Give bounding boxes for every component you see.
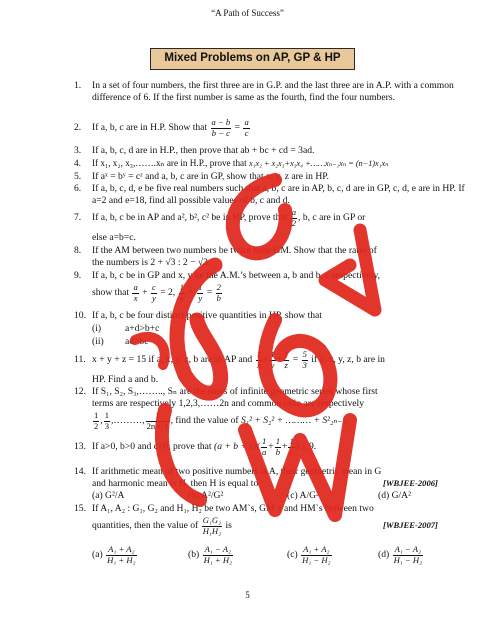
fraction: $\frac{1}{z}$ bbox=[284, 349, 289, 370]
exam-tag: [WBJEE-2006] bbox=[383, 478, 438, 488]
question-text: If a, b, c be four distinct positive quantities in HP, show that bbox=[92, 310, 322, 321]
question-6 bbox=[74, 183, 467, 206]
fraction: $\frac{a - b}{b - c}$ bbox=[211, 117, 231, 138]
fraction: $\frac{\text{A₁ + A₂}}{\text{H₁ + H₂}}$ bbox=[107, 544, 136, 565]
exam-tag: [WBJEE-2007] bbox=[383, 520, 438, 530]
question-text: , b, c are in GP or bbox=[298, 212, 366, 224]
question-number: 13. bbox=[74, 441, 86, 452]
option-d: (d) G/A² bbox=[378, 490, 411, 501]
option-a: (a) G²/A bbox=[92, 490, 125, 501]
fraction: $\frac{\text{G₁G₂}}{\text{H₁H₂}}$ bbox=[202, 515, 222, 536]
question-12-ratios: $\frac{1}{2}$ , $\frac{1}{3}$ ,………, $\frac{1}{2n + 1}$ , find the value of S₁² + S₂² + ……… + S²₂ₙ₋₁. bbox=[94, 410, 349, 431]
question-number: 14. bbox=[74, 466, 86, 477]
equals-sign: = bbox=[204, 287, 215, 299]
question-7-continuation: else a=b=c. bbox=[92, 232, 136, 243]
fraction: $\frac{1}{2}$ bbox=[94, 410, 99, 431]
question-text: If a>0, b>0 and c>0, prove that bbox=[92, 441, 212, 453]
sub-question-label: (ii) bbox=[92, 336, 104, 347]
question-number: 2. bbox=[74, 122, 82, 133]
question-number: 15. bbox=[74, 503, 86, 514]
question-11-continuation: HP. Find a and b. bbox=[92, 374, 159, 385]
option-a: (a) $\frac{\text{A₁ + A₂}}{\text{H₁ + H₂}}$ bbox=[92, 544, 136, 565]
question-number: 1. bbox=[74, 80, 82, 91]
fraction: $\frac{\text{A₁ − A₂}}{\text{H₁ − H₂}}$ bbox=[393, 544, 423, 565]
question-8 bbox=[74, 245, 467, 257]
math-expression: (a + b + c)( bbox=[214, 441, 260, 453]
fraction: $\frac{1}{c}$ bbox=[289, 436, 294, 457]
fraction: $\frac{a}{c}$ bbox=[244, 117, 249, 138]
question-11: 11. x + y + z = 15 if a, x, y, z, b are in AP and $\frac{1}{x}$ + $\frac{1}{y}$ + $\frac{1}{z}$ = $\frac{5}{3}$ if a, x, y, z, b are in bbox=[74, 349, 385, 370]
question-text: If arithmetic mean of two positive numbers is A, their geometric mean in G bbox=[92, 466, 382, 477]
question-9-continuation bbox=[92, 283, 223, 303]
question-number: 5. bbox=[74, 171, 82, 182]
fraction: $\frac{a}{x}$ bbox=[133, 282, 138, 303]
question-text: quantities, then the value of bbox=[92, 520, 199, 532]
question-number: 10. bbox=[74, 310, 86, 321]
question-text: If A₁, A₂ : G₁, G₂ and H₁, H₂ be two AM`s, GM`s and HM`s between two bbox=[92, 503, 374, 514]
option-d: (d) $\frac{\text{A₁ − A₂}}{\text{H₁ − H₂}}$ bbox=[378, 544, 423, 565]
question-8-continuation: the numbers is 2 + √3 : 2 − √3. bbox=[92, 257, 211, 268]
fraction: $\frac{a}{2}$ bbox=[291, 207, 297, 228]
question-text: If aˣ = bʸ = cᶻ and a, b, c are in GP, show that x, y, z are in HP. bbox=[92, 171, 329, 182]
question-12 bbox=[74, 386, 467, 398]
option-c: (c) A/G² bbox=[287, 490, 319, 501]
question-text: In a set of four numbers, the first three are in G.P. and the last three are in A.P. with a common difference of 6. If the first number is same as the fourth, find the four numbers. bbox=[92, 80, 454, 103]
option-b: (b) $\frac{\text{A₁ − A₂}}{\text{H₁ + H₂}}$ bbox=[188, 544, 233, 565]
question-number: 8. bbox=[74, 245, 82, 256]
question-text: If a, b, c, d are in H.P., then prove that ab + bc + cd = 3ad. bbox=[92, 145, 315, 156]
question-number: 7. bbox=[74, 212, 82, 223]
option-b: (b) A²/G² bbox=[188, 490, 224, 501]
question-3 bbox=[74, 145, 467, 157]
math-expression: x₁x₂ + x₂x₃+x₃x₄ +……xₙ₋₁xₙ = (n−1)x₁xₙ bbox=[249, 159, 389, 168]
question-2 bbox=[74, 117, 467, 138]
equals-sign: = bbox=[232, 122, 243, 134]
fraction: $\frac{\text{A₁ + A₂}}{\text{H₁ − H₂}}$ bbox=[302, 544, 331, 565]
math-expression: S₁² + S₂² + ……… + S²₂ₙ₋₁. bbox=[240, 415, 349, 427]
plus-sign: + bbox=[185, 287, 197, 299]
equals-sign: = bbox=[290, 354, 301, 366]
question-number: 4. bbox=[74, 158, 81, 168]
fraction: $\frac{1}{a}$ bbox=[262, 436, 267, 457]
question-text: If a, b, c, d, e be five real numbers such that a, b, c are in AP, b, c, d are in GP, c, d, e are in HP. If a=2 and e=18, find all possible values of b, c and d. bbox=[92, 183, 465, 206]
fraction: $\frac{1}{3}$ bbox=[104, 410, 109, 431]
page-header: “A Path of Success” bbox=[211, 8, 284, 18]
question-text: If a, b, c be in AP and a², b², c² be in HP, prove that bbox=[92, 212, 288, 224]
question-text: , find the value of bbox=[170, 415, 239, 427]
fraction: $\frac{1}{y}$ bbox=[198, 282, 203, 303]
question-4 bbox=[74, 158, 482, 170]
question-10 bbox=[74, 310, 467, 322]
fraction: $\frac{1}{x}$ bbox=[179, 282, 184, 303]
question-12-continuation: terms are respectively 1,2,3,……2n and common ratio are respectively bbox=[92, 398, 364, 409]
question-text: ) ≥ 9. bbox=[295, 441, 317, 453]
question-9 bbox=[74, 270, 482, 282]
question-text: if a, x, y, z, b are in bbox=[308, 354, 385, 366]
question-13: 13. If a>0, b>0 and c>0, prove that (a + b + c)( $\frac{1}{a}$ + $\frac{1}{b}$ + $\frac{1}{c}$ ) ≥ 9. bbox=[74, 436, 317, 457]
fraction: $\frac{5}{3}$ bbox=[302, 349, 307, 370]
section-title: Mixed Problems on AP, GP & HP bbox=[150, 48, 355, 70]
question-5 bbox=[74, 171, 467, 183]
question-text: show that bbox=[92, 287, 130, 299]
fraction: $\frac{1}{2n + 1}$ bbox=[146, 410, 169, 431]
fraction: $\frac{2}{b}$ bbox=[216, 282, 221, 303]
fraction: $\frac{1}{x}$ bbox=[256, 349, 261, 370]
question-number: 9. bbox=[74, 270, 82, 281]
ellipsis: ,………, bbox=[111, 415, 145, 427]
page-number: 5 bbox=[245, 590, 250, 600]
fraction: $\frac{1}{y}$ bbox=[270, 349, 275, 370]
question-text: If x₁, x₂, x₃,…….xₙ are in H.P., prove that bbox=[92, 158, 247, 168]
sub-question-label: (i) bbox=[92, 323, 102, 334]
question-15-continuation bbox=[92, 516, 232, 536]
equals-sign: = 2, bbox=[157, 287, 176, 299]
question-text: If S₁, S₂, S₃,…….., Sₙ are the sums of infinite geometric series whose first bbox=[92, 386, 378, 397]
question-number: 11. bbox=[74, 354, 86, 365]
question-text: x + y + z = 15 if a, x, y, z, b are in AP and bbox=[92, 354, 253, 366]
question-number: 12. bbox=[74, 386, 86, 397]
sub-question-text: a+d>b+c bbox=[125, 323, 160, 334]
question-text: If a, b, c are in H.P. Show that bbox=[92, 122, 208, 134]
question-text: is bbox=[225, 520, 232, 532]
option-c: (c) $\frac{\text{A₁ + A₂}}{\text{H₁ − H₂}}$ bbox=[287, 544, 331, 565]
plus-sign: + bbox=[139, 287, 150, 299]
question-14-continuation: and harmonic mean is H, then H is equal to bbox=[92, 478, 259, 489]
question-number: 6. bbox=[74, 183, 82, 194]
fraction: $\frac{\text{A₁ − A₂}}{\text{H₁ + H₂}}$ bbox=[203, 544, 233, 565]
question-15 bbox=[74, 503, 482, 515]
question-text: If a, b, c be in GP and x, y be the A.M.’s between a, b and b, c respectively, bbox=[92, 270, 381, 281]
question-7 bbox=[74, 207, 467, 228]
question-number: 3. bbox=[74, 145, 82, 156]
fraction: $\frac{1}{b}$ bbox=[275, 436, 281, 457]
question-1 bbox=[74, 80, 467, 103]
question-14 bbox=[74, 466, 482, 478]
question-text: If the AM between two numbers be twice their GM. Show that the ratio of bbox=[92, 245, 377, 256]
fraction: $\frac{c}{y}$ bbox=[151, 282, 156, 303]
sub-question-text: ad>bc bbox=[125, 336, 149, 347]
